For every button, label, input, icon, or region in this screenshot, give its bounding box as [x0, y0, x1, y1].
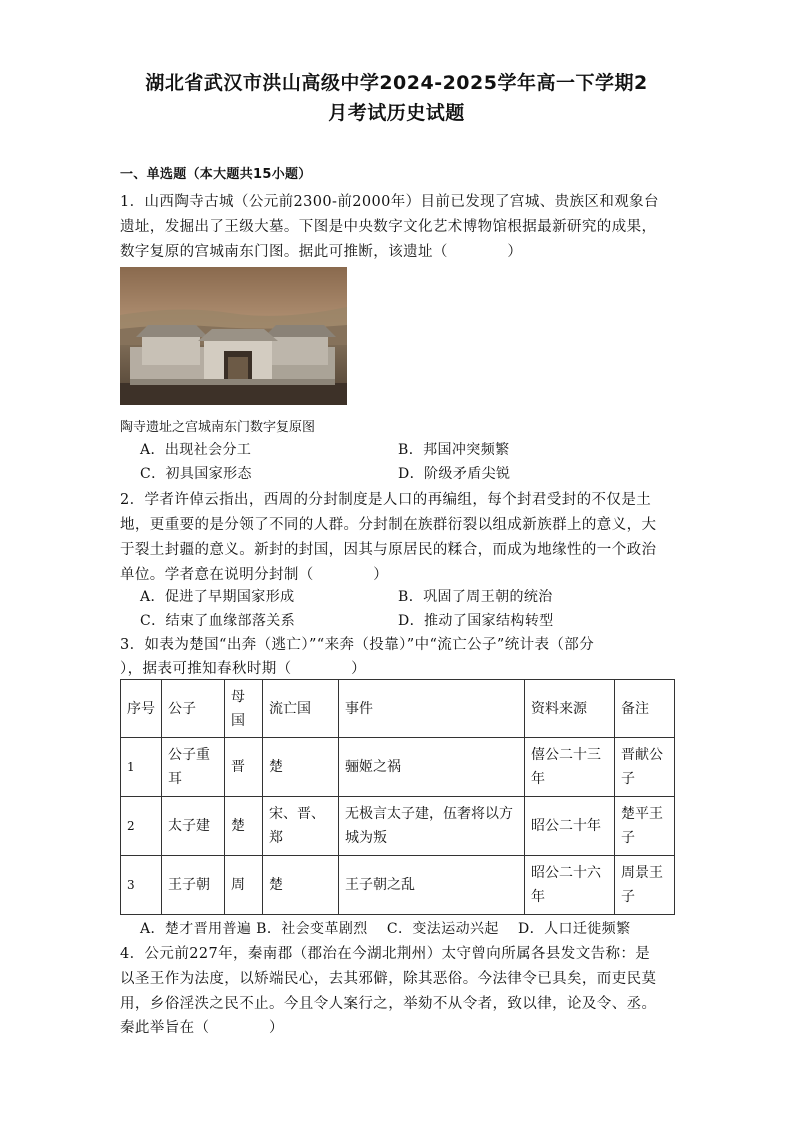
table-row — [121, 797, 675, 856]
table-cell: 僖公二十三年 — [525, 738, 615, 797]
table-cell: 周 — [225, 856, 263, 915]
q3-options[interactable]: A．楚才晋用普遍 B．社会变革剧烈 C．变法运动兴起 D．人口迁徙频繁 — [140, 921, 631, 937]
q4-stem-line-1: 4．公元前227年，秦南郡（郡治在今湖北荆州）太守曾向所属各县发文告称：是 — [120, 946, 651, 962]
exiled-princes-table — [120, 679, 675, 915]
q2-option-d[interactable]: D．推动了国家结构转型 — [398, 613, 554, 629]
table-header-row — [121, 680, 675, 738]
table-cell: 公子重耳 — [162, 738, 225, 797]
table-header-cell: 流亡国 — [263, 680, 339, 738]
table-header-cell: 序号 — [121, 680, 162, 738]
table-header-cell: 资料来源 — [525, 680, 615, 738]
section-heading: 一、单选题（本大题共15小题） — [120, 167, 312, 182]
q1-option-d[interactable]: D．阶级矛盾尖锐 — [398, 466, 511, 482]
table-cell: 楚 — [263, 856, 339, 915]
q3-stem-line-1: 3．如表为楚国“出奔（逃亡）”“来奔（投靠）”中“流亡公子”统计表（部分 — [120, 637, 595, 653]
table-cell: 3 — [121, 856, 162, 915]
q1-option-c[interactable]: C．初具国家形态 — [140, 466, 252, 482]
q2-stem-line-3: 于裂土封疆的意义。新封的封国，因其与原居民的糅合，而成为地缘性的一个政治 — [120, 542, 657, 558]
table-header-cell: 公子 — [162, 680, 225, 738]
page-title-line-2: 月考试历史试题 — [328, 102, 465, 124]
q4-stem-line-4: 秦此举旨在（ ） — [120, 1020, 284, 1036]
table-cell: 无极言太子建，伍奢将以方城为叛 — [339, 797, 525, 856]
table-cell: 王子朝 — [162, 856, 225, 915]
table-row — [121, 738, 675, 797]
table-cell: 王子朝之乱 — [339, 856, 525, 915]
table-cell: 晋 — [225, 738, 263, 797]
q4-stem-line-3: 用，乡俗淫泆之民不止。今且令人案行之，举劾不从令者，致以律，论及令、丞。 — [120, 996, 657, 1012]
table-cell: 楚平王子 — [615, 797, 675, 856]
q2-option-a[interactable]: A．促进了早期国家形成 — [140, 589, 295, 605]
table-cell: 1 — [121, 738, 162, 797]
page-title-line-1: 湖北省武汉市洪山高级中学2024-2025学年高一下学期2 — [145, 72, 648, 94]
q1-stem-line-2: 遗址，发掘出了王级大墓。下图是中央数字文化艺术博物馆根据最新研究的成果， — [120, 219, 657, 235]
q4-stem-line-2: 以圣王作为法度，以矫端民心，去其邪僻，除其恶俗。今法律令已具矣，而吏民莫 — [120, 971, 657, 987]
q1-stem-line-3: 数字复原的宫城南东门图。据此可推断，该遗址（ ） — [120, 244, 523, 260]
table-cell: 楚 — [263, 738, 339, 797]
q2-stem-line-1: 2．学者许倬云指出，西周的分封制度是人口的再编组，每个封君受封的不仅是土 — [120, 492, 652, 508]
q1-option-a[interactable]: A．出现社会分工 — [140, 442, 252, 458]
taosi-gate-reconstruction-image — [120, 267, 347, 405]
q2-option-b[interactable]: B．巩固了周王朝的统治 — [398, 589, 553, 605]
q1-stem-line-1: 1．山西陶寺古城（公元前2300-前2000年）目前已发现了宫城、贵族区和观象台 — [120, 194, 659, 210]
table-cell: 太子建 — [162, 797, 225, 856]
q1-image-caption: 陶寺遗址之宫城南东门数字复原图 — [120, 420, 316, 435]
q1-option-b[interactable]: B．邦国冲突频繁 — [398, 442, 510, 458]
table-cell: 晋献公子 — [615, 738, 675, 797]
table-header-cell: 备注 — [615, 680, 675, 738]
table-cell: 昭公二十六年 — [525, 856, 615, 915]
table-cell: 骊姬之祸 — [339, 738, 525, 797]
table-cell: 2 — [121, 797, 162, 856]
q2-stem-line-4: 单位。学者意在说明分封制（ ） — [120, 567, 389, 583]
table-cell: 宋、晋、郑 — [263, 797, 339, 856]
table-cell: 楚 — [225, 797, 263, 856]
table-cell: 周景王子 — [615, 856, 675, 915]
q2-stem-line-2: 地，更重要的是分领了不同的人群。分封制在族群衍裂以组成新族群上的意义，大 — [120, 517, 657, 533]
table-cell: 昭公二十年 — [525, 797, 615, 856]
table-row — [121, 856, 675, 915]
table-header-cell: 母国 — [225, 680, 263, 738]
table-header-cell: 事件 — [339, 680, 525, 738]
q2-option-c[interactable]: C．结束了血缘部落关系 — [140, 613, 296, 629]
q3-stem-line-2: ），据表可推知春秋时期（ ） — [120, 661, 367, 677]
